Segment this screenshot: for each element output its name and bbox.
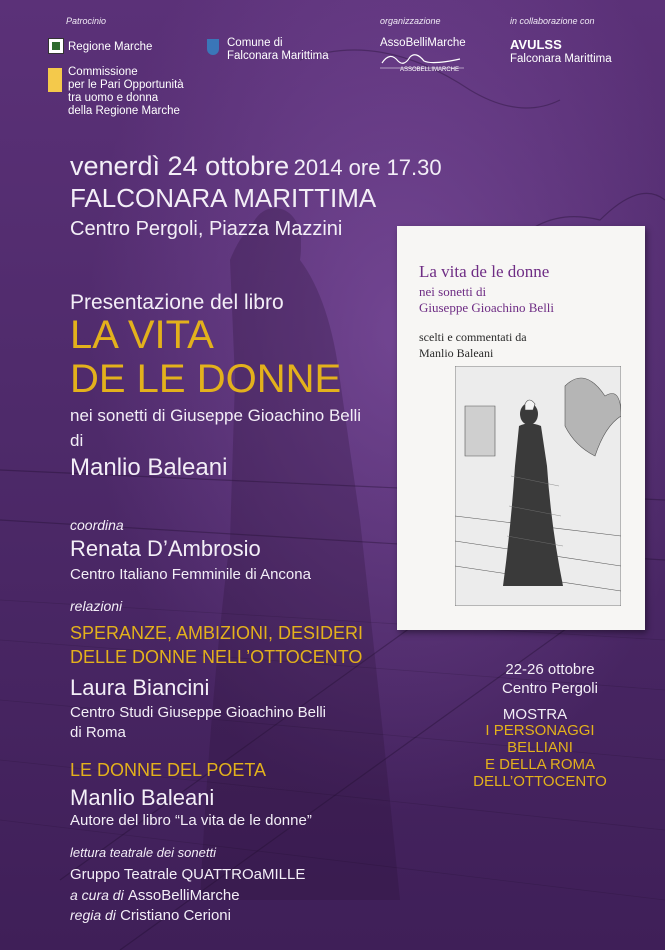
comune-crest-icon [207,39,219,55]
event-date-year: 2014 ore 17.30 [293,155,442,180]
comune-line1: Comune di [227,37,283,49]
regione-name: Regione Marche [68,41,153,53]
mostra-title-line: E DELLA ROMA [484,756,596,773]
event-date-main: venerdì 24 ottobre [70,151,290,181]
pari-opportunita-icon [48,68,62,92]
talk1-title-line1: SPERANZE, AMBIZIONI, DESIDERI [70,623,364,643]
event-venue: Centro Pergoli, Piazza Mazzini [70,218,343,240]
speaker1-org-line1: Centro Studi Giuseppe Gioachino Belli [70,704,326,721]
regione-emblem-icon [48,38,64,54]
regia-label: regia di [70,907,116,923]
comune-line2: Falconara Marittima [227,50,329,62]
avulss-sub: Falconara Marittima [510,53,612,65]
asso-logo [380,37,466,73]
acura-value: AssoBelliMarche [127,887,240,904]
book-title-line1: LA VITA [70,313,214,357]
commissione-line: tra uomo e donna [68,92,159,104]
event-date [70,151,442,182]
collaborazione-label: in collaborazione con [510,16,595,26]
mostra-title-line: BELLIANI [507,739,573,756]
presentation-intro: Presentazione del libro [70,291,284,314]
presentation-author: Manlio Baleani [70,454,228,481]
event-city: FALCONARA MARITTIMA [70,183,377,213]
commissione-line: Commissione [68,66,138,78]
organizzazione-label: organizzazione [380,16,441,26]
talk1-title-line2: DELLE DONNE NELL’OTTOCENTO [70,647,363,667]
coordinator-name: Renata D’Ambrosio [70,536,261,561]
regia-line [70,907,231,924]
mostra-label: MOSTRA [502,706,568,723]
coordinator-org: Centro Italiano Femminile di Ancona [70,566,311,583]
talk2-title: LE DONNE DEL POETA [70,760,267,780]
commissione-line: della Regione Marche [68,105,180,117]
mostra-dates: 22-26 ottobre [505,661,595,678]
coordina-label: coordina [70,517,124,533]
mostra-place: Centro Pergoli [502,680,598,697]
mostra-title-line: I PERSONAGGI [485,722,595,739]
book-cover-sub2: Giuseppe Gioachino Belli [419,300,555,315]
mostra-title-line: DELL’OTTOCENTO [473,773,607,790]
acura-line [70,887,240,904]
patrocinio-label: Patrocinio [66,16,107,26]
comune-logo [207,37,329,63]
asso-name: AssoBelliMarche [380,37,466,49]
avulss-name: AVULSS [510,37,562,52]
book-cover-sel1: scelti e commentati da [419,330,527,344]
regione-marche-logo [48,37,152,55]
lettura-label: lettura teatrale dei sonetti [70,845,216,860]
commissione-block [48,66,184,118]
asso-sub: ASSOBELLIMARCHE [400,67,460,73]
regia-value: Cristiano Cerioni [120,907,231,924]
presentation-di: di [70,431,84,450]
book-cover [397,226,645,630]
commissione-line: per le Pari Opportunità [68,79,184,91]
book-title-line2: DE LE DONNE [70,357,342,401]
speaker2-name: Manlio Baleani [70,785,215,810]
mostra-title [440,722,640,790]
avulss-logo [510,37,612,66]
presentation-subtitle: nei sonetti di Giuseppe Gioachino Belli [70,406,362,425]
book-cover-sub1: nei sonetti di [419,284,487,299]
relazioni-label: relazioni [70,598,123,614]
speaker1-name: Laura Biancini [70,675,210,700]
book-cover-illustration [455,366,621,606]
theatre-group: Gruppo Teatrale QUATTROaMILLE [70,866,306,883]
book-cover-sel2: Manlio Baleani [419,346,494,360]
speaker1-org-line2: di Roma [70,724,126,741]
speaker2-desc: Autore del libro “La vita de le donne” [70,812,312,829]
acura-label: a cura di [70,887,124,903]
book-cover-title: La vita de le donne [419,262,550,281]
